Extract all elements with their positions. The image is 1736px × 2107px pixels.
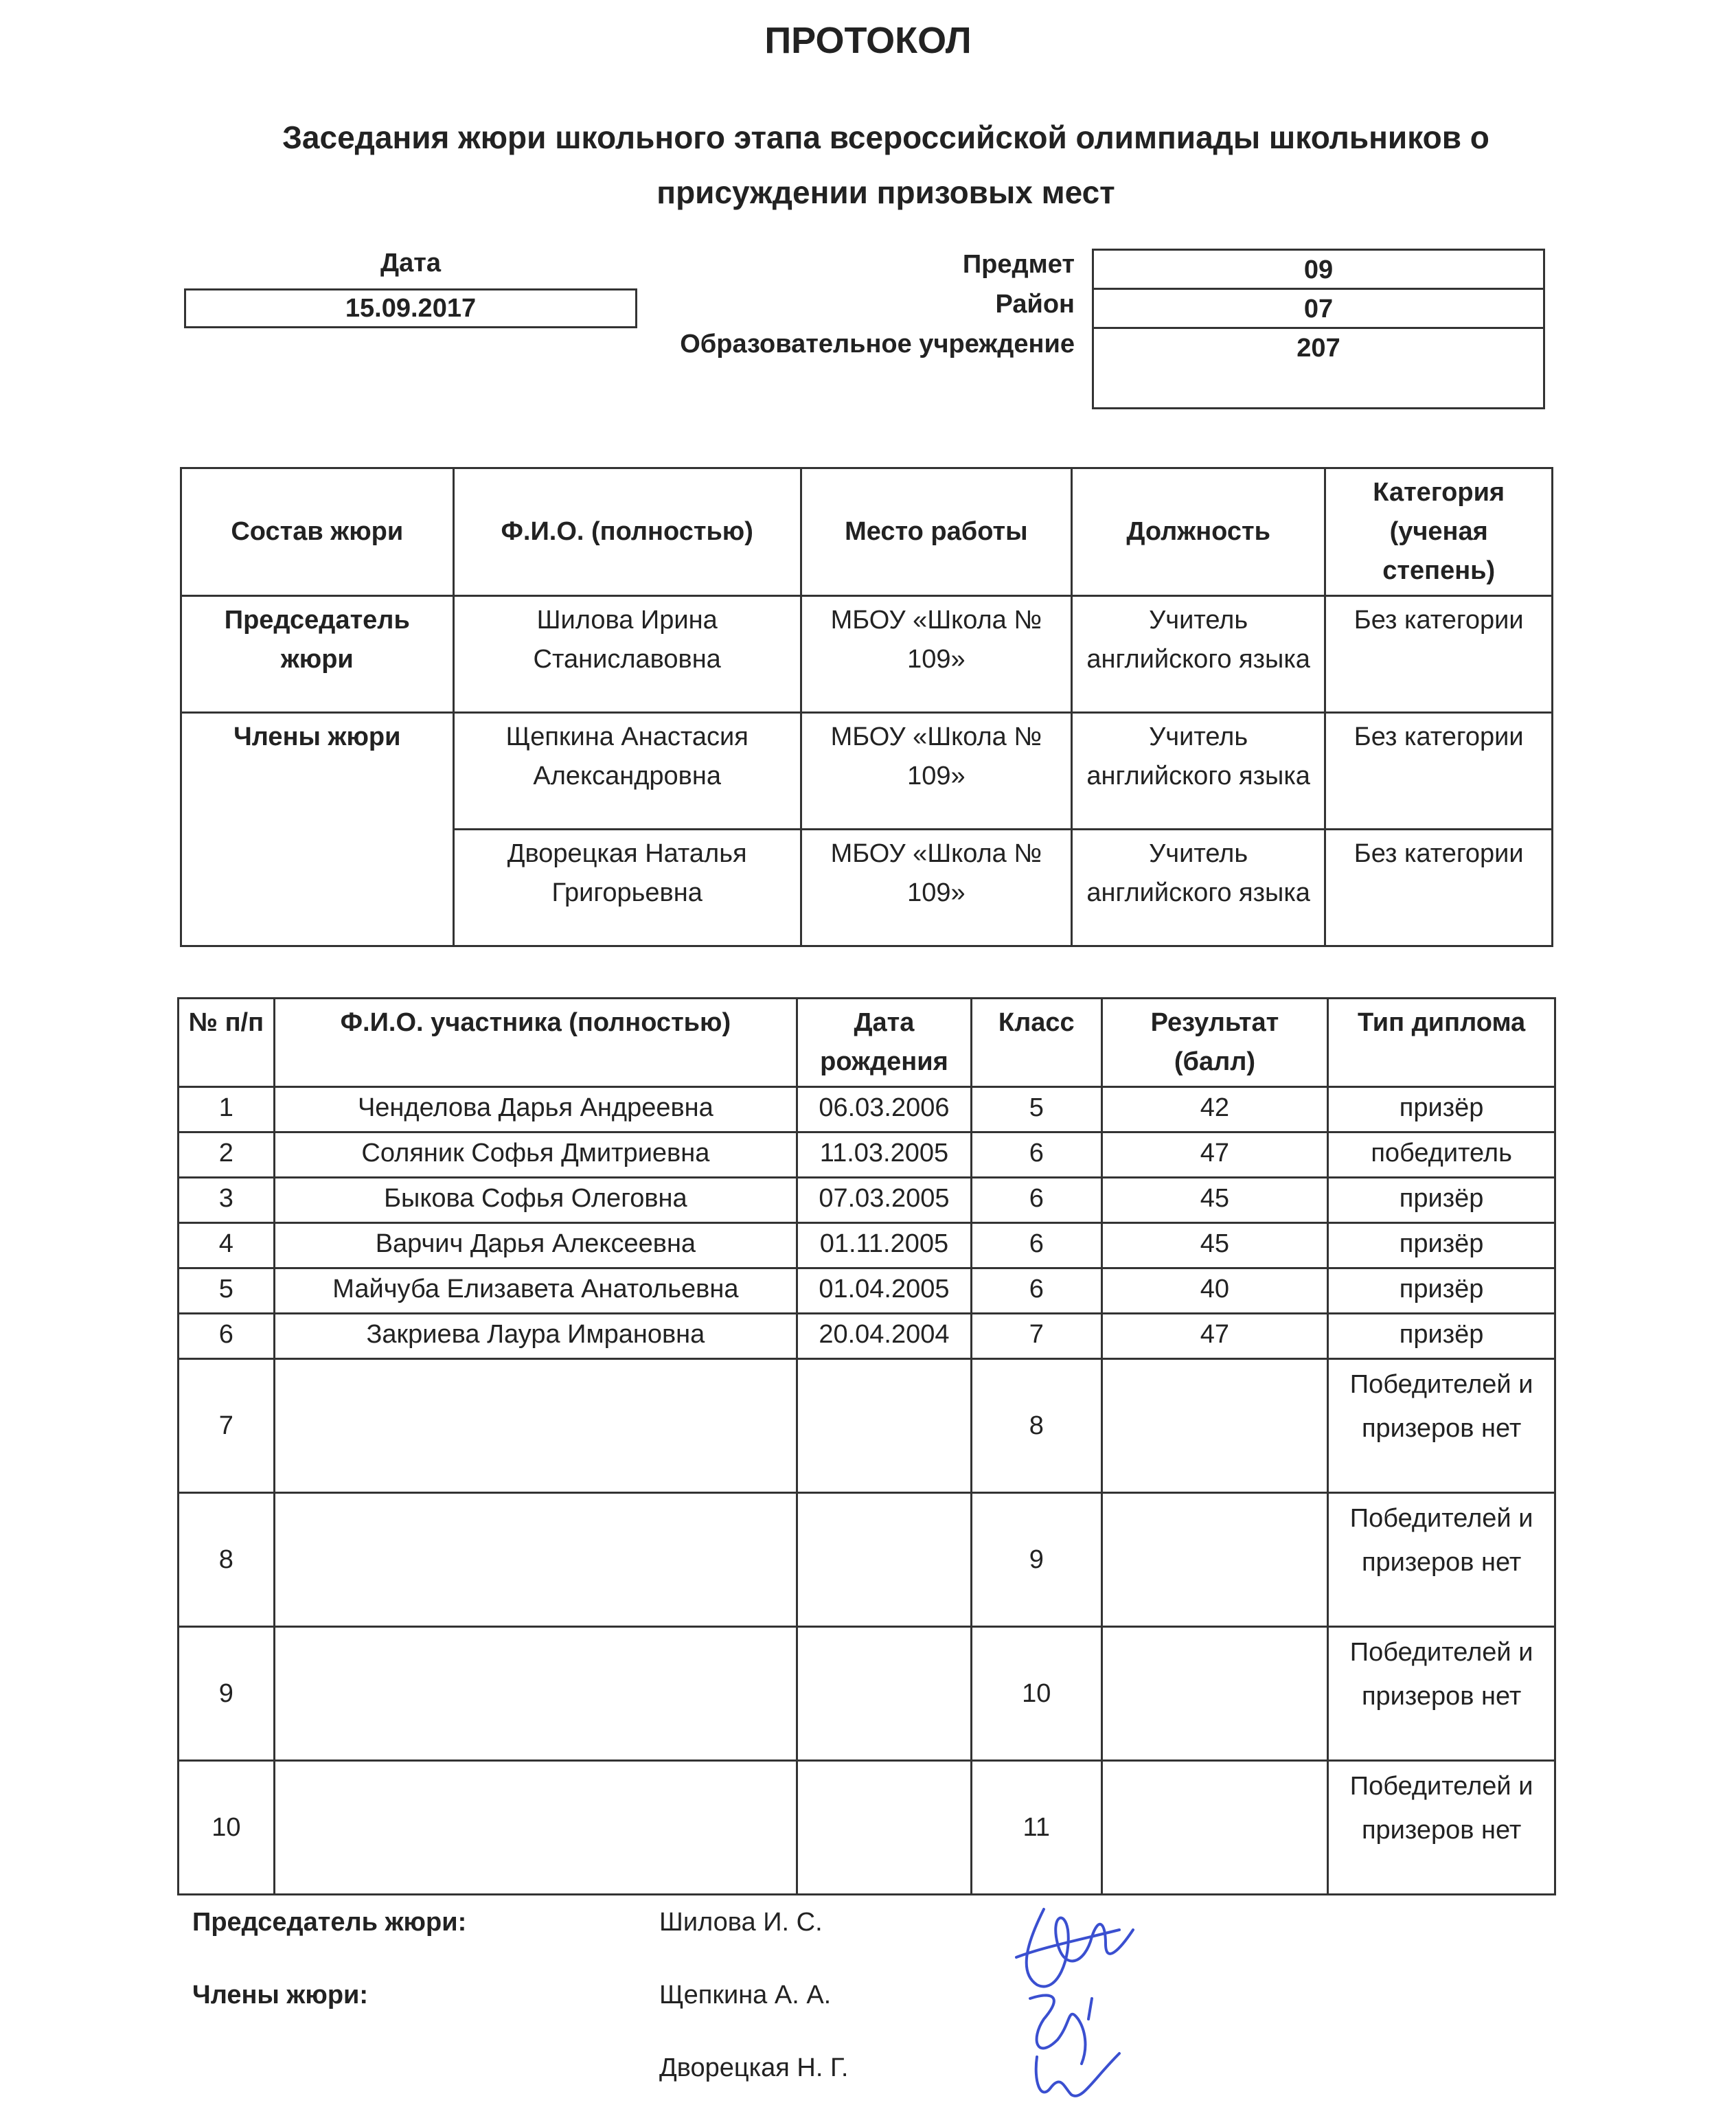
jury-work: МБОУ «Школа № 109» [801,713,1071,830]
participant-number: 2 [179,1132,275,1178]
jury-name: Шилова Ирина Станиславовна [453,596,801,713]
jury-row [181,596,1553,713]
participant-grade: 6 [971,1268,1101,1314]
jury-name: Дворецкая Наталья Григорьевна [453,830,801,946]
signature-members-label: Члены жюри: [192,1981,369,2009]
jury-header-position: Должность [1071,468,1325,596]
participant-name: Варчич Дарья Алексеевна [274,1223,797,1268]
participant-dob [797,1761,972,1895]
participant-name: Закриева Лаура Имрановна [274,1314,797,1359]
jury-position: Учитель английского языка [1071,830,1325,946]
jury-role-chair: Председатель жюри [181,596,454,713]
participant-grade: 7 [971,1314,1101,1359]
jury-name: Щепкина Анастасия Александровна [453,713,801,830]
participant-dob: 06.03.2006 [797,1087,972,1132]
participant-number: 7 [179,1359,275,1493]
participants-header-score: Результат (балл) [1101,999,1328,1087]
district-value: 07 [1092,288,1545,329]
participant-row [179,1359,1555,1493]
participant-score [1101,1493,1328,1627]
participants-header-dob: Дата рождения [797,999,972,1087]
participant-number: 10 [179,1761,275,1895]
participant-number: 6 [179,1314,275,1359]
participant-row [179,1314,1555,1359]
participant-score: 47 [1101,1132,1328,1178]
participant-name: Быкова Софья Олеговна [274,1178,797,1223]
signature-chair-name: Шилова И. С. [659,1908,823,1937]
participant-number: 9 [179,1627,275,1761]
participant-number: 4 [179,1223,275,1268]
jury-header-work: Место работы [801,468,1071,596]
participant-row [179,1178,1555,1223]
participant-score [1101,1359,1328,1493]
participants-header-number: № п/п [179,999,275,1087]
participant-name [274,1627,797,1761]
participant-row [179,1761,1555,1895]
signature-chair-label: Председатель жюри: [192,1908,467,1937]
handwritten-signatures [1003,1882,1209,2107]
participant-dob: 01.11.2005 [797,1223,972,1268]
participant-diploma: призёр [1328,1178,1555,1223]
jury-header-category: Категория (ученая степень) [1325,468,1553,596]
participant-diploma: Победителей и призеров нет [1328,1627,1555,1761]
jury-position: Учитель английского языка [1071,596,1325,713]
participant-name: Майчуба Елизавета Анатольевна [274,1268,797,1314]
participant-grade: 11 [971,1761,1101,1895]
participant-grade: 5 [971,1087,1101,1132]
jury-position: Учитель английского языка [1071,713,1325,830]
participant-dob: 20.04.2004 [797,1314,972,1359]
participant-dob [797,1493,972,1627]
institution-value: 207 [1092,327,1545,409]
participant-row [179,1132,1555,1178]
participant-number: 5 [179,1268,275,1314]
participant-diploma: Победителей и призеров нет [1328,1359,1555,1493]
institution-label: Образовательное учреждение [680,330,1075,358]
participants-table [177,997,1556,1895]
participant-row [179,1268,1555,1314]
participant-name [274,1359,797,1493]
jury-category: Без категории [1325,596,1553,713]
participant-dob [797,1359,972,1493]
subject-value: 09 [1092,249,1545,290]
participant-number: 3 [179,1178,275,1223]
participant-score [1101,1627,1328,1761]
signature-chair [1016,1909,1133,1987]
page-subtitle: Заседания жюри школьного этапа всероссийской олимпиады школьников о присуждении призовых мест [282,119,1489,210]
participant-diploma: призёр [1328,1314,1555,1359]
participants-header-grade: Класс [971,999,1101,1087]
jury-category: Без категории [1325,830,1553,946]
participant-dob: 11.03.2005 [797,1132,972,1178]
participant-row [179,1627,1555,1761]
participant-grade: 6 [971,1132,1101,1178]
participant-score: 40 [1101,1268,1328,1314]
participant-grade: 9 [971,1493,1101,1627]
jury-work: МБОУ «Школа № 109» [801,596,1071,713]
participant-diploma: Победителей и призеров нет [1328,1761,1555,1895]
participants-header-name: Ф.И.О. участника (полностью) [274,999,797,1087]
participant-score [1101,1761,1328,1895]
jury-category: Без категории [1325,713,1553,830]
participant-name: Соляник Софья Дмитриевна [274,1132,797,1178]
participant-score: 47 [1101,1314,1328,1359]
participant-row [179,1493,1555,1627]
participants-header-diploma: Тип диплома [1328,999,1555,1087]
date-label: Дата [380,249,441,277]
participant-diploma: победитель [1328,1132,1555,1178]
participant-grade: 6 [971,1178,1101,1223]
participant-diploma: призёр [1328,1223,1555,1268]
participant-row [179,1223,1555,1268]
jury-row [181,713,1553,830]
date-value: 15.09.2017 [184,288,637,328]
jury-work: МБОУ «Школа № 109» [801,830,1071,946]
jury-role-members: Члены жюри [181,713,454,946]
participant-diploma: призёр [1328,1268,1555,1314]
participant-dob: 01.04.2005 [797,1268,972,1314]
page-title: ПРОТОКОЛ [764,20,972,61]
participant-score: 45 [1101,1178,1328,1223]
signature-member2 [1036,2053,1119,2096]
participant-diploma: призёр [1328,1087,1555,1132]
participant-score: 45 [1101,1223,1328,1268]
participant-grade: 6 [971,1223,1101,1268]
signature-member1 [1030,1995,1092,2064]
subject-label: Предмет [962,250,1075,279]
jury-table [180,467,1553,947]
participant-number: 1 [179,1087,275,1132]
participant-name [274,1761,797,1895]
jury-header-role: Состав жюри [181,468,454,596]
district-label: Район [995,290,1075,319]
participant-diploma: Победителей и призеров нет [1328,1493,1555,1627]
participant-name: Ченделова Дарья Андреевна [274,1087,797,1132]
participant-dob [797,1627,972,1761]
jury-header-name: Ф.И.О. (полностью) [453,468,801,596]
signature-member1-name: Щепкина А. А. [659,1981,832,2009]
participant-name [274,1493,797,1627]
participant-dob: 07.03.2005 [797,1178,972,1223]
signature-member2-name: Дворецкая Н. Г. [659,2053,849,2082]
participant-grade: 10 [971,1627,1101,1761]
participant-grade: 8 [971,1359,1101,1493]
participant-score: 42 [1101,1087,1328,1132]
participant-number: 8 [179,1493,275,1627]
participant-row [179,1087,1555,1132]
